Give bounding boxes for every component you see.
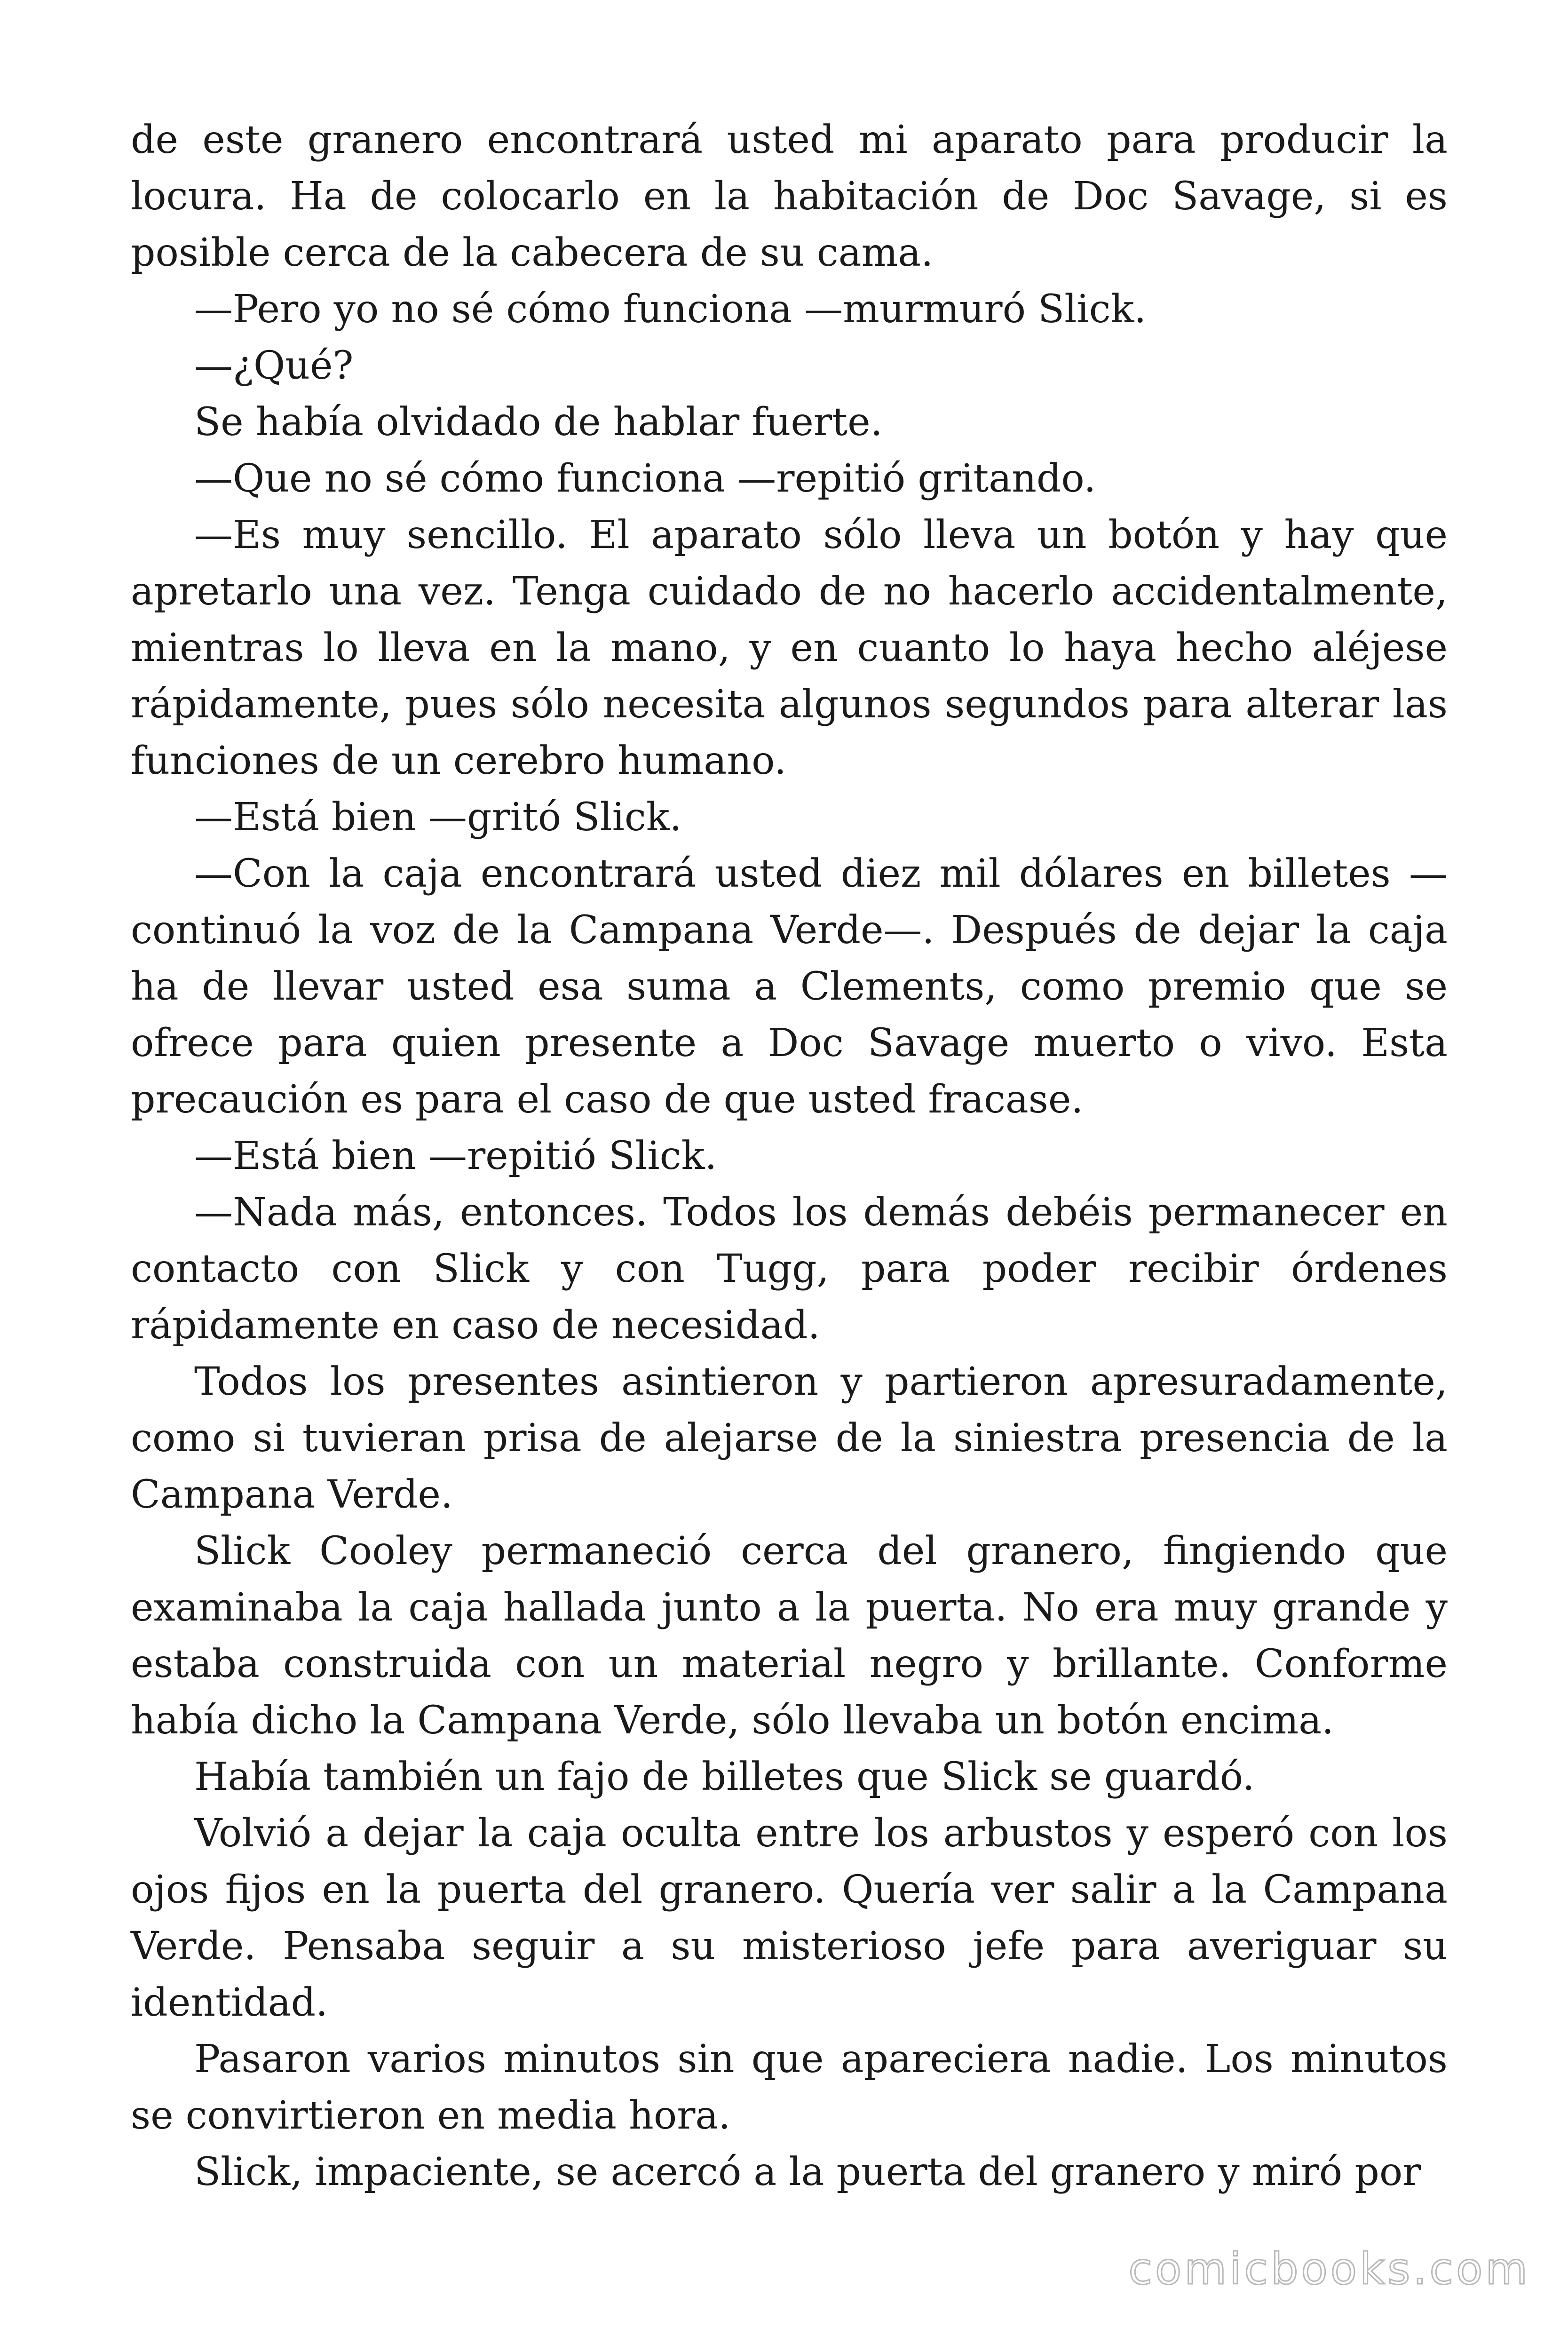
- paragraph-2: —Pero yo no sé cómo funciona —murmuró Slick.: [194, 287, 1147, 332]
- paragraph-6: —Es muy sencillo. El aparato sólo lleva un botón y hay que apretarlo una vez. Tenga cuidado de no hacerlo accidentalmente, mientras lo lleva en la mano, y en cuanto lo haya hecho aléjese rápidamente, pues sólo necesita algunos segundos para alterar las funciones de un cerebro humano.: [131, 513, 1448, 783]
- paragraph-12: Slick Cooley permaneció cerca del granero, fingiendo que examinaba la caja hallada junto a la puerta. No era muy grande y estaba construida con un material negro y brillante. Conforme había dicho la Campana Verde, sólo llevaba un botón encima.: [131, 1529, 1448, 1743]
- paragraph-16: Slick, impaciente, se acercó a la puerta del granero y miró por: [194, 2150, 1421, 2194]
- paragraph-13: Había también un fajo de billetes que Slick se guardó.: [194, 1755, 1255, 1799]
- paragraph-10: —Nada más, entonces. Todos los demás debéis permanecer en contacto con Slick y con Tugg, para poder recibir órdenes rápidamente en caso de necesidad.: [131, 1190, 1448, 1348]
- paragraph-11: Todos los presentes asintieron y partieron apresuradamente, como si tuvieran prisa de alejarse de la siniestra presencia de la Campana Verde.: [131, 1359, 1448, 1517]
- paragraph-7: —Está bien —gritó Slick.: [194, 795, 682, 840]
- paragraph-5: —Que no sé cómo funciona —repitió gritando.: [194, 456, 1096, 501]
- paragraph-14: Volvió a dejar la caja oculta entre los arbustos y esperó con los ojos fijos en la puerta del granero. Quería ver salir a la Campana Verde. Pensaba seguir a su misterioso jefe para averiguar su identidad.: [131, 1811, 1448, 2025]
- paragraph-15: Pasaron varios minutos sin que apareciera nadie. Los minutos se convirtieron en media hora.: [131, 2037, 1448, 2138]
- paragraph-8: —Con la caja encontrará usted diez mil dólares en billetes —continuó la voz de la Campana Verde—. Después de dejar la caja ha de llevar usted esa suma a Clements, como premio que se ofrece para quien presente a Doc Savage muerto o vivo. Esta precaución es para el caso de que usted fracase.: [131, 851, 1448, 1122]
- watermark: comicbooks.com: [1128, 2244, 1530, 2294]
- paragraph-9: —Está bien —repitió Slick.: [194, 1134, 717, 1178]
- page-text: [131, 112, 1448, 2201]
- paragraph-4: Se había olvidado de hablar fuerte.: [194, 400, 883, 445]
- paragraph-3: —¿Qué?: [194, 343, 354, 388]
- paragraph-1: de este granero encontrará usted mi aparato para producir la locura. Ha de colocarlo en la habitación de Doc Savage, si es posible cerca de la cabecera de su cama.: [131, 118, 1448, 275]
